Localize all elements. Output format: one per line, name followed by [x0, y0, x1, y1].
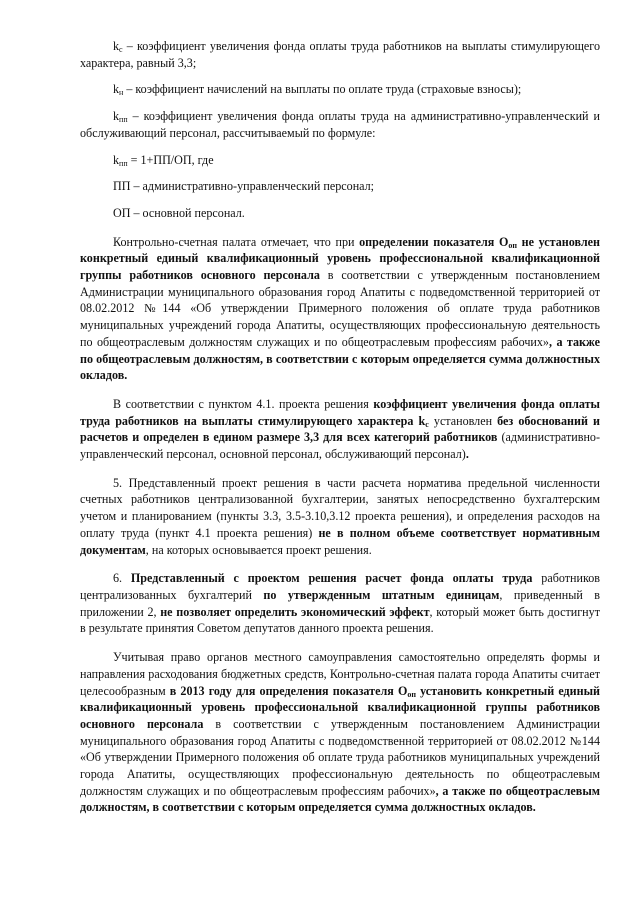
definition-text: ОП – основной персонал.: [113, 205, 245, 220]
definition-text: – коэффициент увеличения фонда оплаты труда на административно-управленческий и обслуживающий персонал, рассчитываемый по формуле:: [80, 109, 600, 140]
subscript: оп: [407, 689, 416, 699]
subscript: оп: [508, 240, 517, 250]
paragraph-item-5: [80, 475, 600, 559]
bold-run: без обоснований и расчетов и определен в едином размере 3,3 для всех категорий работников: [80, 413, 600, 445]
symbol-k: k: [113, 109, 120, 124]
bold-run: определении показателя О: [359, 234, 509, 249]
text-run: в соответствии с утвержденным постановлением Администрации муниципального образования город Апатиты с подведомственной территорией от 08.02.2012 №144 «Об утверждении Примерного положения об оплате труда работников муниципальных учреждений города Апатиты, осуществляющих профессиональную деятельность по общеотраслевым должностям служащих и по общеотраслевым профессиям рабочих»: [80, 716, 600, 798]
bold-run: в 2013 году для определения показателя О: [169, 683, 408, 698]
definition-text: ПП – административно-управленческий персонал;: [113, 179, 375, 194]
formula-text: = 1+ПП/ОП, где: [127, 152, 214, 167]
subscript: н: [119, 88, 124, 98]
subscript: с: [119, 45, 123, 54]
paragraph-ksp-notes-oop: [80, 234, 600, 384]
paragraph-recommendation: [80, 649, 600, 816]
symbol-k: k: [113, 152, 120, 167]
text-run: Контрольно-счетная палата отмечает, что при: [113, 234, 360, 249]
text-run: 6.: [113, 571, 131, 586]
text-run: В соответствии с пунктом 4.1. проекта решения: [113, 396, 374, 411]
definition-text: – коэффициент начислений на выплаты по оплате труда (страховые взносы);: [123, 82, 522, 97]
subscript: с: [425, 419, 429, 429]
symbol-k: k: [113, 39, 120, 53]
text-run: работников централизованных бухгалтерий: [80, 571, 600, 602]
text-run: , который может быть достигнут в результате принятия Советом депутатов данного проекта решения.: [80, 604, 600, 636]
bold-run: .: [465, 447, 469, 462]
text-run: установлен: [428, 413, 498, 428]
subscript: пп: [119, 115, 128, 125]
text-run: , на которых основывается проект решения.: [145, 542, 372, 557]
bold-run: не в полном объеме соответствует нормативным документам: [80, 525, 600, 557]
paragraph-kpp-formula: [80, 152, 600, 169]
text-run: (административно-управленческий персонал, основной персонал, обслуживающий персонал): [80, 430, 600, 462]
bold-run: , а также по общеотраслевым должностям, в соответствии с которым определяется сумма должностных окладов.: [80, 334, 601, 383]
text-run: 5. Представленный проект решения в части расчета норматива предельной численности счетных работников централизованной бухгалтерии, занятых непосредственно бухгалтерским учетом и планированием (пункты 3.3, 3.5-3.10,3.12 проекта решения), и определения расходов на оплату труда (пункт 4.1 проекта решения): [80, 475, 600, 540]
bold-run: установить конкретный единый квалификационный уровень профессиональной квалификационной группы работников основного персонала: [80, 683, 600, 731]
text-run: в соответствии с утвержденным постановлением Администрации муниципального образования город Апатиты с подведомственной территорией от 08.02.2012 №144 «Об утверждении Примерного положения об оплате труда работников муниципальных учреждений города Апатиты, осуществляющих профессиональную деятельность по общеотраслевым должностям служащих и по общеотраслевым профессиям рабочих»: [80, 268, 600, 349]
paragraph-pp-definition: [80, 178, 600, 195]
paragraph-point-4-1: [80, 396, 600, 463]
paragraph-op-definition: [80, 205, 600, 222]
paragraph-kc-definition: [80, 38, 600, 71]
bold-run: не позволяет определить экономический эффект: [160, 604, 430, 619]
bold-run: , а также по общеотраслевым должностям, в соответствии с которым определяется сумма должностных окладов.: [80, 783, 600, 815]
bold-run: не установлен конкретный единый квалификационный уровень профессиональной квалификационной группы работников основного персонала: [80, 234, 600, 283]
paragraph-kpp-definition: [80, 108, 600, 141]
paragraph-kn-definition: [80, 81, 600, 98]
definition-text: – коэффициент увеличения фонда оплаты труда работников на выплаты стимулирующего характера, равный 3,3;: [80, 39, 600, 70]
text-run: , приведенный в приложении 2,: [80, 587, 600, 619]
text-run: Учитывая право органов местного самоуправления самостоятельно определять формы и направления расходования бюджетных средств, Контрольно-счетная палата города Апатиты считает целесообразным: [80, 650, 600, 698]
bold-run: Представленный с проектом решения расчет фонда оплаты труда: [130, 571, 533, 586]
paragraph-item-6: [80, 570, 600, 637]
bold-run: коэффициент увеличения фонда оплаты труда работников на выплаты стимулирующего характера k: [80, 396, 600, 428]
symbol-k: k: [113, 82, 120, 97]
subscript: пп: [119, 158, 128, 168]
bold-run: по утвержденным штатным единицам: [263, 587, 500, 602]
